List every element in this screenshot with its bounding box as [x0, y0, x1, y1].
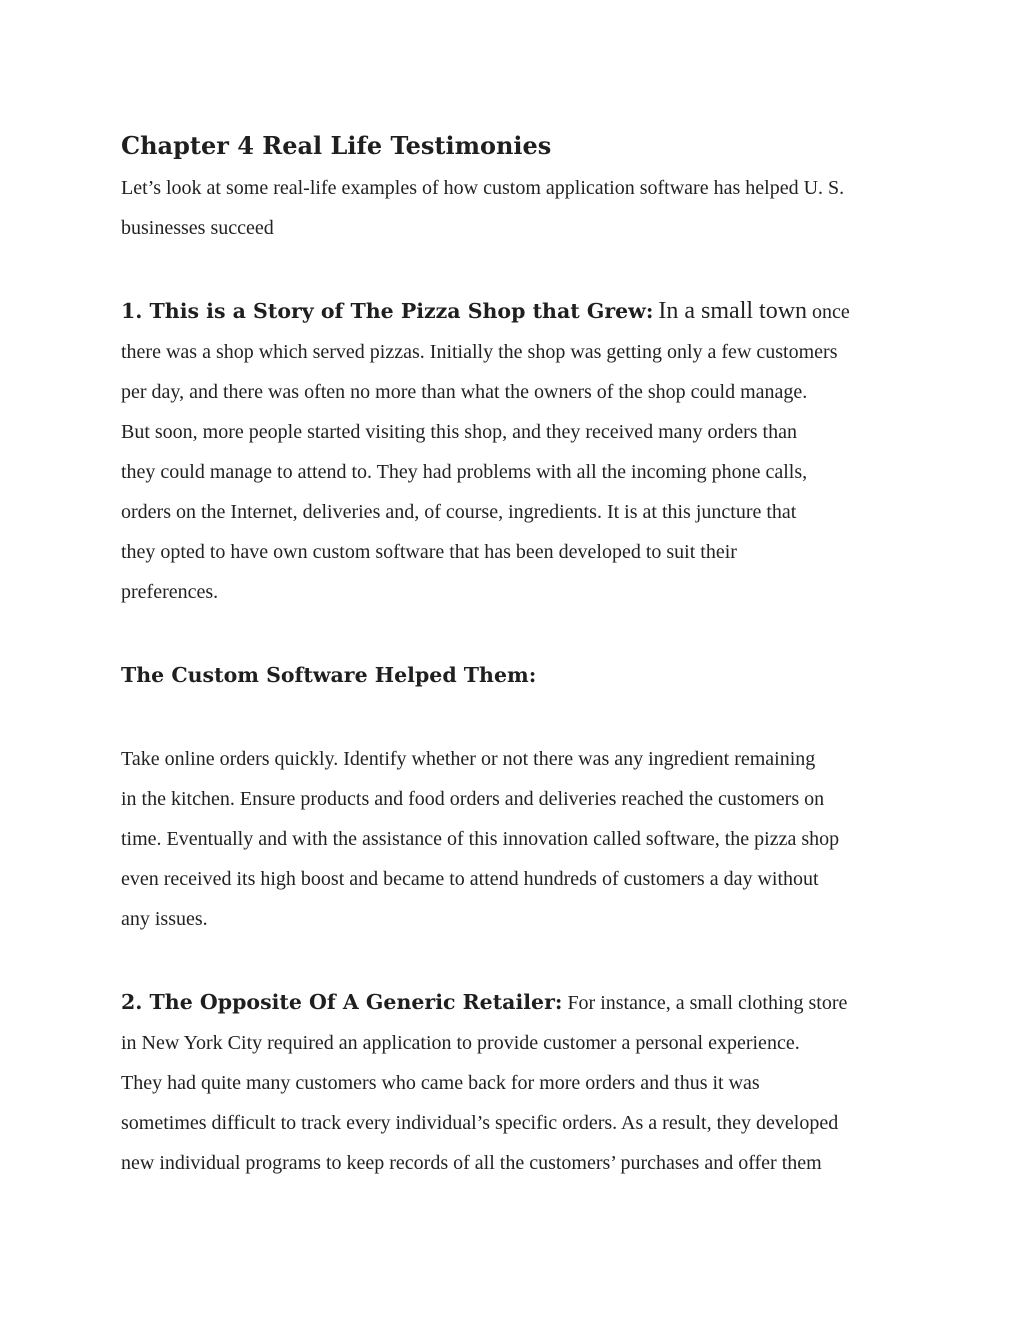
- story2-first-line: [121, 982, 911, 1023]
- intro-line: businesses succeed: [121, 217, 274, 239]
- custom-software-heading: The Custom Software Helped Them:: [121, 663, 537, 687]
- story2-line: They had quite many customers who came back for more orders and thus it was: [121, 1072, 760, 1094]
- story1-line: they opted to have own custom software that has been developed to suit their: [121, 541, 737, 563]
- custom-software-line: Take online orders quickly. Identify whether or not there was any ingredient remaining: [121, 748, 816, 770]
- custom-software-paragraph: [121, 739, 911, 939]
- story1-line: orders on the Internet, deliveries and, of course, ingredients. It is at this juncture that: [121, 501, 797, 523]
- custom-software-line: even received its high boost and became to attend hundreds of customers a day without: [121, 868, 819, 890]
- story1-paragraph: [121, 291, 911, 612]
- intro-paragraph: [121, 168, 911, 248]
- story1-line: But soon, more people started visiting this shop, and they received many orders than: [121, 421, 797, 443]
- story1-line: they could manage to attend to. They had problems with all the incoming phone calls,: [121, 461, 808, 483]
- story1-line: per day, and there was often no more than what the owners of the shop could manage.: [121, 381, 808, 403]
- story2-paragraph: [121, 982, 911, 1183]
- story1-lead-small: once: [812, 301, 850, 323]
- custom-software-line: any issues.: [121, 908, 208, 930]
- story2-heading: 2. The Opposite Of A Generic Retailer:: [121, 990, 563, 1014]
- story1-lead-large: In a small town: [658, 298, 808, 324]
- chapter-title: Chapter 4 Real Life Testimonies: [121, 131, 552, 160]
- story2-line: new individual programs to keep records of all the customers’ purchases and offer them: [121, 1152, 822, 1174]
- story2-line: in New York City required an application to provide customer a personal experience.: [121, 1032, 800, 1054]
- story1-first-line: [121, 291, 911, 332]
- story1-line: preferences.: [121, 581, 219, 603]
- story1-line: there was a shop which served pizzas. Initially the shop was getting only a few customers: [121, 341, 838, 363]
- story1-heading: 1. This is a Story of The Pizza Shop that Grew:: [121, 299, 654, 323]
- story2-lead: For instance, a small clothing store: [567, 992, 848, 1014]
- story2-line: sometimes difficult to track every individual’s specific orders. As a result, they developed: [121, 1112, 839, 1134]
- intro-line: Let’s look at some real-life examples of how custom application software has helped U. S.: [121, 177, 845, 199]
- custom-software-line: time. Eventually and with the assistance of this innovation called software, the pizza shop: [121, 828, 840, 850]
- custom-software-line: in the kitchen. Ensure products and food orders and deliveries reached the customers on: [121, 788, 825, 810]
